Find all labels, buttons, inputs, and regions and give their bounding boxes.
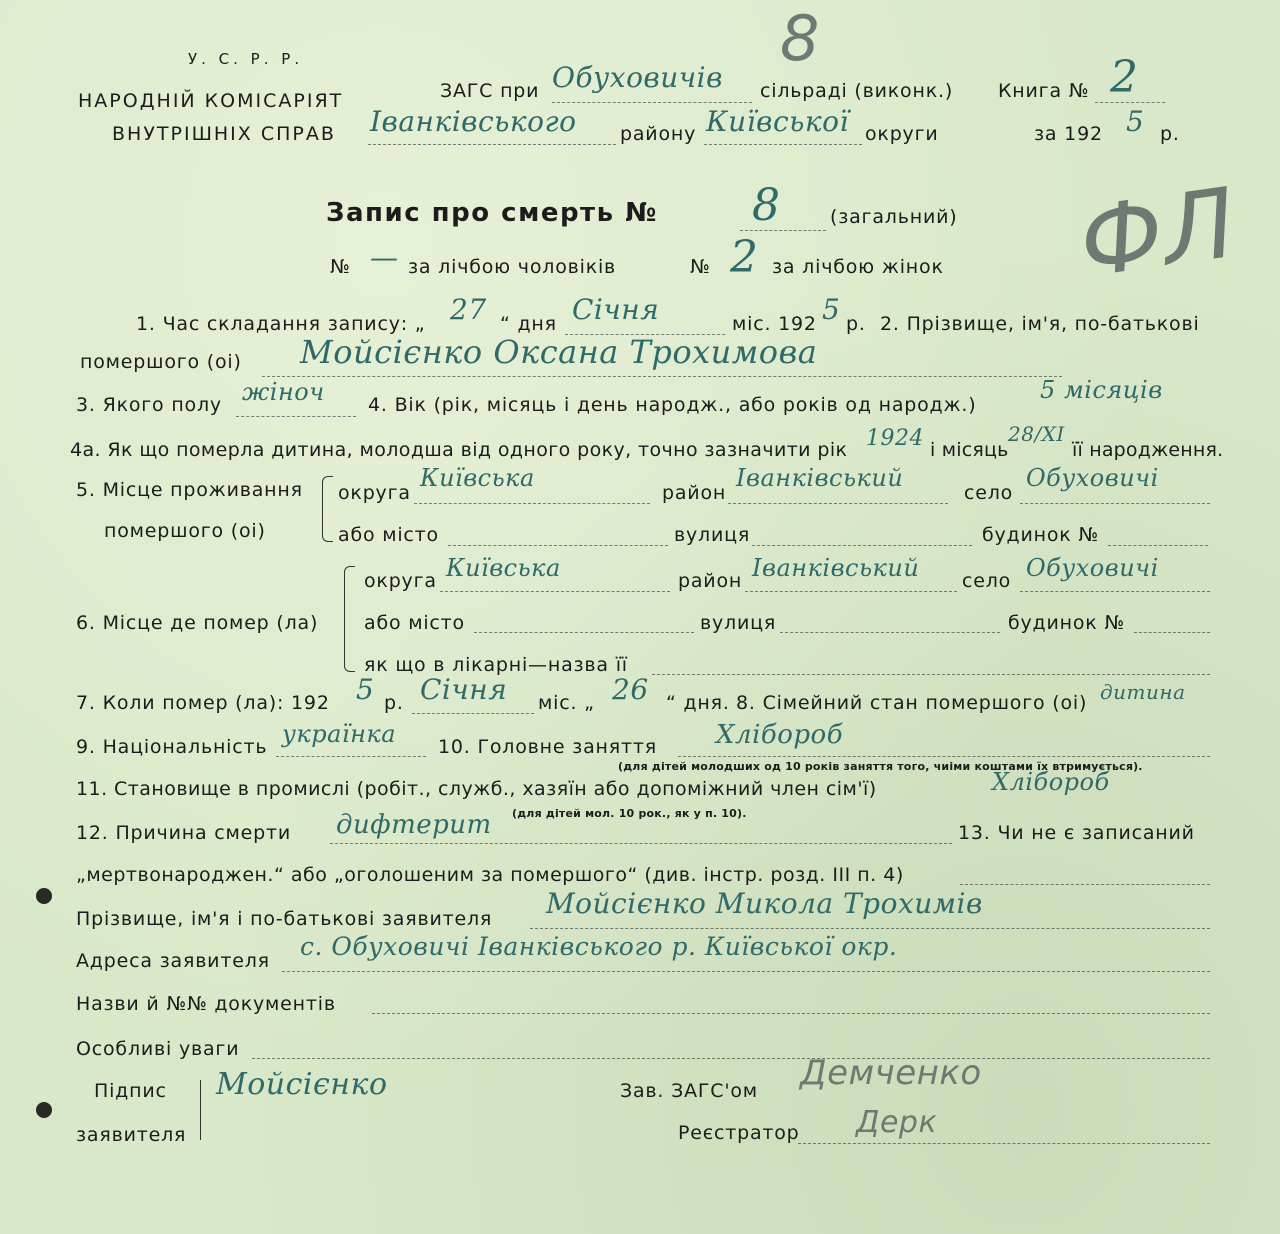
year-label-suffix: р. bbox=[1160, 123, 1180, 145]
f6-misto-label: або місто bbox=[364, 612, 465, 634]
pencil-top-number: 8 bbox=[780, 2, 820, 75]
f10-label: 10. Головне заняття bbox=[438, 736, 657, 758]
f1-year-suffix: р. bbox=[846, 313, 866, 335]
f5-brace bbox=[322, 476, 333, 542]
sign-value: Мойсієнко bbox=[216, 1067, 388, 1102]
pencil-initials: ФЛ bbox=[1072, 166, 1243, 300]
f10-value: Хлібороб bbox=[716, 720, 844, 750]
f11-value: Хлібороб bbox=[992, 768, 1110, 796]
f5-okruha-label: округа bbox=[338, 482, 411, 504]
republic-label: У. С. Р. Р. bbox=[188, 50, 304, 68]
f4-value: 5 місяців bbox=[1040, 376, 1163, 404]
district-name-value: Іванківського bbox=[370, 105, 577, 138]
f13-label: 13. Чи не є записаний bbox=[958, 822, 1195, 844]
applicant-name-value: Мойсієнко Микола Трохимів bbox=[546, 887, 983, 920]
f12-label: 12. Причина смерти bbox=[76, 822, 291, 844]
f12-value: дифтерит bbox=[336, 810, 492, 840]
commissariat-line2: ВНУТРІШНІХ СПРАВ bbox=[112, 123, 336, 145]
punch-hole-top bbox=[36, 888, 52, 904]
applicant-addr-label: Адреса заявителя bbox=[76, 950, 270, 972]
zags-suffix: сільраді (виконк.) bbox=[760, 80, 954, 102]
f10-note: (для дітей молодших од 10 років заняття того, чиіми коштами їх втримується). bbox=[618, 760, 1143, 773]
f6-raion-label: район bbox=[678, 570, 743, 592]
f13-label-cont: „мертвонароджен.“ або „оголошеним за помершого“ (див. інстр. розд. III п. 4) bbox=[76, 864, 904, 886]
record-number-value: 8 bbox=[752, 180, 781, 231]
f2-label: 2. Прізвище, ім'я, по-батькові bbox=[880, 313, 1200, 335]
okruha-name-value: Київської bbox=[706, 105, 849, 138]
year-label-prefix: за 192 bbox=[1034, 123, 1103, 145]
f6-raion-value: Іванківський bbox=[752, 554, 920, 582]
f7-month-value: Січня bbox=[420, 673, 508, 706]
applicant-name-label: Прізвище, ім'я і по-батькові заявителя bbox=[76, 908, 493, 930]
men-label-prefix: № bbox=[330, 256, 351, 278]
f6-selo-value: Обуховичі bbox=[1026, 554, 1159, 582]
sign-label-2: заявителя bbox=[76, 1124, 187, 1146]
zags-prefix: ЗАГС при bbox=[440, 80, 540, 102]
f7-day-value: 26 bbox=[612, 673, 649, 706]
f11-note: (для дітей мол. 10 рок., як у п. 10). bbox=[512, 807, 747, 820]
zags-village-value: Обуховичів bbox=[552, 61, 723, 94]
record-title: Запис про смерть № bbox=[326, 198, 658, 228]
f6-selo-label: село bbox=[962, 570, 1012, 592]
men-label-suffix: за лічбою чоловіків bbox=[408, 256, 617, 278]
f6-okruha-label: округа bbox=[364, 570, 437, 592]
f3-label: 3. Якого полу bbox=[76, 394, 222, 416]
f6-budynok-label: будинок № bbox=[1008, 612, 1125, 634]
f7-label: 7. Коли помер (ла): 192 bbox=[76, 692, 330, 714]
docs-label: Назви й №№ документів bbox=[76, 993, 336, 1015]
f1-year-digit: 5 bbox=[822, 293, 841, 326]
f5-label-2: помершого (оі) bbox=[104, 520, 266, 542]
head-value: Демченко bbox=[800, 1053, 982, 1093]
f3-value: жіноч bbox=[242, 378, 325, 406]
f1-label: 1. Час складання запису: „ bbox=[136, 313, 426, 335]
registrar-value: Дерк bbox=[856, 1105, 938, 1140]
f6-label: 6. Місце де помер (ла) bbox=[76, 612, 319, 634]
f9-value: українка bbox=[282, 720, 397, 748]
f5-misto-label: або місто bbox=[338, 524, 439, 546]
f1-month-value: Січня bbox=[572, 293, 660, 326]
women-value: 2 bbox=[730, 232, 759, 283]
f4a-month-value: 28/XI bbox=[1008, 422, 1065, 446]
f8-value: дитина bbox=[1100, 680, 1186, 704]
f8-label: 8. Сімейний стан помершого (оі) bbox=[736, 692, 1088, 714]
f6-vulytsia-label: вулиця bbox=[700, 612, 777, 634]
applicant-addr-value: с. Обуховичі Іванківського р. Київської окр. bbox=[300, 932, 898, 961]
book-number-value: 2 bbox=[1110, 52, 1139, 103]
f2-value: Мойсієнко Оксана Трохимова bbox=[300, 333, 818, 371]
punch-hole-bottom bbox=[36, 1102, 52, 1118]
f4a-label: 4а. Як що померла дитина, молодша від одного року, точно зазначити рік bbox=[70, 439, 848, 461]
f5-label-1: 5. Місце проживання bbox=[76, 479, 303, 501]
f1-day-label: “ дня bbox=[500, 313, 557, 335]
f4a-suffix: її народження. bbox=[1072, 439, 1224, 461]
year-digit-value: 5 bbox=[1126, 105, 1145, 138]
f4-label: 4. Вік (рік, місяць і день народж., або років од народж.) bbox=[368, 394, 977, 416]
f5-raion-label: район bbox=[662, 482, 727, 504]
f7-month-label: міс. „ bbox=[538, 692, 595, 714]
f2-label-cont: помершого (оі) bbox=[80, 351, 242, 373]
men-value: — bbox=[370, 241, 399, 274]
f5-selo-label: село bbox=[964, 482, 1014, 504]
f5-okruha-value: Київська bbox=[420, 464, 535, 492]
sign-label-1: Підпис bbox=[94, 1080, 167, 1102]
f5-budynok-label: будинок № bbox=[982, 524, 1099, 546]
f9-label: 9. Національність bbox=[76, 736, 268, 758]
registrar-label: Реєстратор bbox=[678, 1122, 800, 1144]
book-label: Книга № bbox=[998, 80, 1090, 102]
district-label: району bbox=[620, 123, 697, 145]
f6-brace bbox=[344, 566, 355, 672]
f6-okruha-value: Київська bbox=[446, 554, 561, 582]
f1-year-label: міс. 192 bbox=[732, 313, 817, 335]
f5-selo-value: Обуховичі bbox=[1026, 464, 1159, 492]
f5-vulytsia-label: вулиця bbox=[674, 524, 751, 546]
f11-label: 11. Становище в промислі (робіт., служб., хазяїн або допоміжний член сім'ї) bbox=[76, 778, 877, 800]
f4a-year-value: 1924 bbox=[866, 426, 924, 451]
f7-year-suffix: р. bbox=[384, 692, 404, 714]
f1-day-value: 27 bbox=[450, 293, 487, 326]
f7-year-digit: 5 bbox=[356, 673, 375, 706]
record-general-label: (загальний) bbox=[830, 206, 958, 228]
f5-raion-value: Іванківський bbox=[736, 464, 904, 492]
remarks-label: Особливі уваги bbox=[76, 1038, 240, 1060]
women-label-suffix: за лічбою жінок bbox=[772, 256, 944, 278]
f4a-month-label: і місяць bbox=[930, 439, 1009, 461]
okruha-label: округи bbox=[865, 123, 939, 145]
head-label: Зав. ЗАГС'ом bbox=[620, 1080, 758, 1102]
women-label-prefix: № bbox=[690, 256, 711, 278]
f6-likarnia-label: як що в лікарні—назва її bbox=[364, 654, 628, 676]
f7-day-label: “ дня. bbox=[666, 692, 730, 714]
sign-brace bbox=[200, 1080, 211, 1140]
commissariat-line1: НАРОДНІЙ КОМІСАРІЯТ bbox=[78, 90, 344, 112]
